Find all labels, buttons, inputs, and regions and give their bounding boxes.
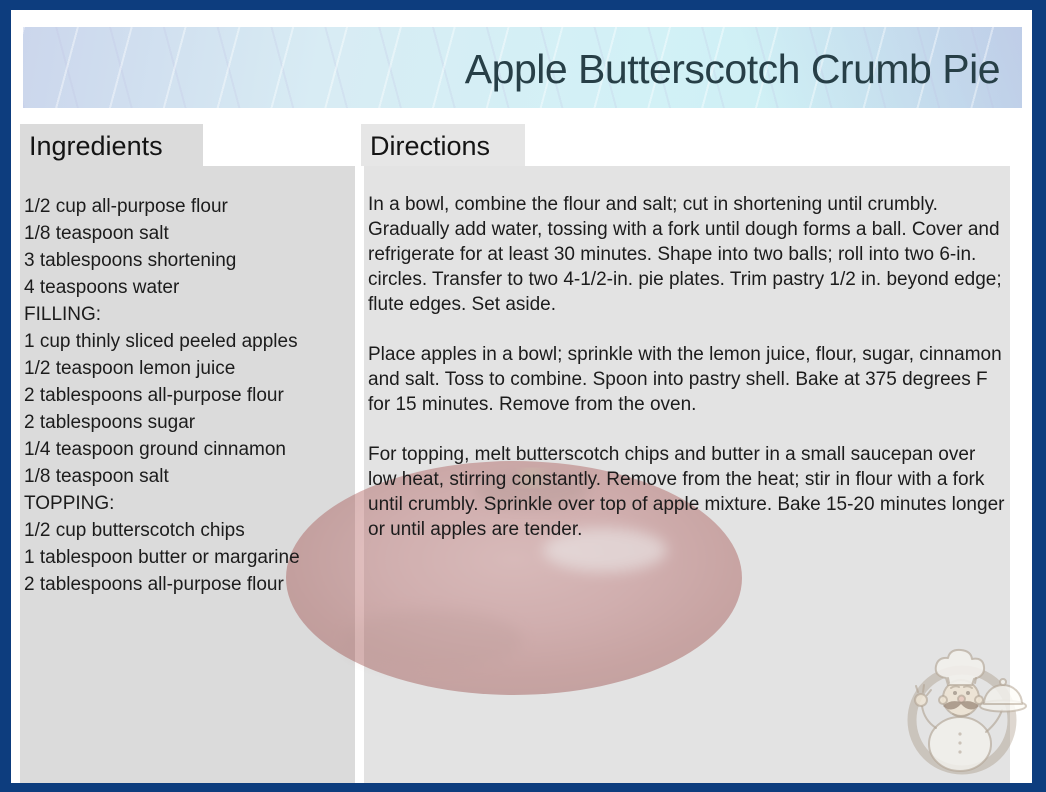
ingredient-item: 2 tablespoons all-purpose flour bbox=[24, 385, 284, 406]
ingredient-item: 1/2 teaspoon lemon juice bbox=[24, 358, 236, 379]
ingredients-heading-box bbox=[20, 124, 203, 166]
page-title: Apple Butterscotch Crumb Pie bbox=[464, 46, 1000, 92]
ingredient-item: 1 cup thinly sliced peeled apples bbox=[24, 331, 298, 352]
directions-text bbox=[368, 192, 1008, 567]
ingredient-item: 2 tablespoons all-purpose flour bbox=[24, 574, 284, 595]
ingredient-item: 1/2 cup butterscotch chips bbox=[24, 520, 245, 541]
directions-paragraph: In a bowl, combine the flour and salt; cut in shortening until crumbly. Gradually add water, tossing with a fork until dough forms a ball. Cover and refrigerate for at least 30 minutes. Shape into two balls; roll into two 6-in. circles. Transfer to two 4-1/2-in. pie plates. Trim pastry 1/2 in. beyond edge; flute edges. Set aside. bbox=[368, 194, 1002, 315]
directions-paragraph: For topping, melt butterscotch chips and butter in a small saucepan over low heat, stirring constantly. Remove from the heat; stir in flour with a fork until crumbly. Sprinkle over top of apple mixture. Bake 15-20 minutes longer or until apples are tender. bbox=[368, 444, 1005, 540]
ingredient-item: 1 tablespoon butter or margarine bbox=[24, 547, 300, 568]
header-banner bbox=[23, 27, 1022, 108]
ingredient-item: 1/8 teaspoon salt bbox=[24, 223, 169, 244]
directions-heading-box bbox=[361, 124, 525, 166]
directions-heading: Directions bbox=[370, 131, 491, 161]
ingredient-item: TOPPING: bbox=[24, 493, 115, 514]
ingredient-item: 1/2 cup all-purpose flour bbox=[24, 196, 228, 217]
directions-paragraph: Place apples in a bowl; sprinkle with the lemon juice, flour, sugar, cinnamon and salt. Toss to combine. Spoon into pastry shell. Bake at 375 degrees F for 15 minutes. Remove from the oven. bbox=[368, 344, 1002, 415]
ingredient-item: 1/8 teaspoon salt bbox=[24, 466, 169, 487]
ingredient-item: 4 teaspoons water bbox=[24, 277, 180, 298]
ingredient-item: 3 tablespoons shortening bbox=[24, 250, 237, 271]
ingredients-list bbox=[24, 193, 352, 598]
ingredient-item: 1/4 teaspoon ground cinnamon bbox=[24, 439, 286, 460]
ingredient-item: FILLING: bbox=[24, 304, 102, 325]
ingredients-heading: Ingredients bbox=[29, 131, 163, 161]
ingredient-item: 2 tablespoons sugar bbox=[24, 412, 196, 433]
